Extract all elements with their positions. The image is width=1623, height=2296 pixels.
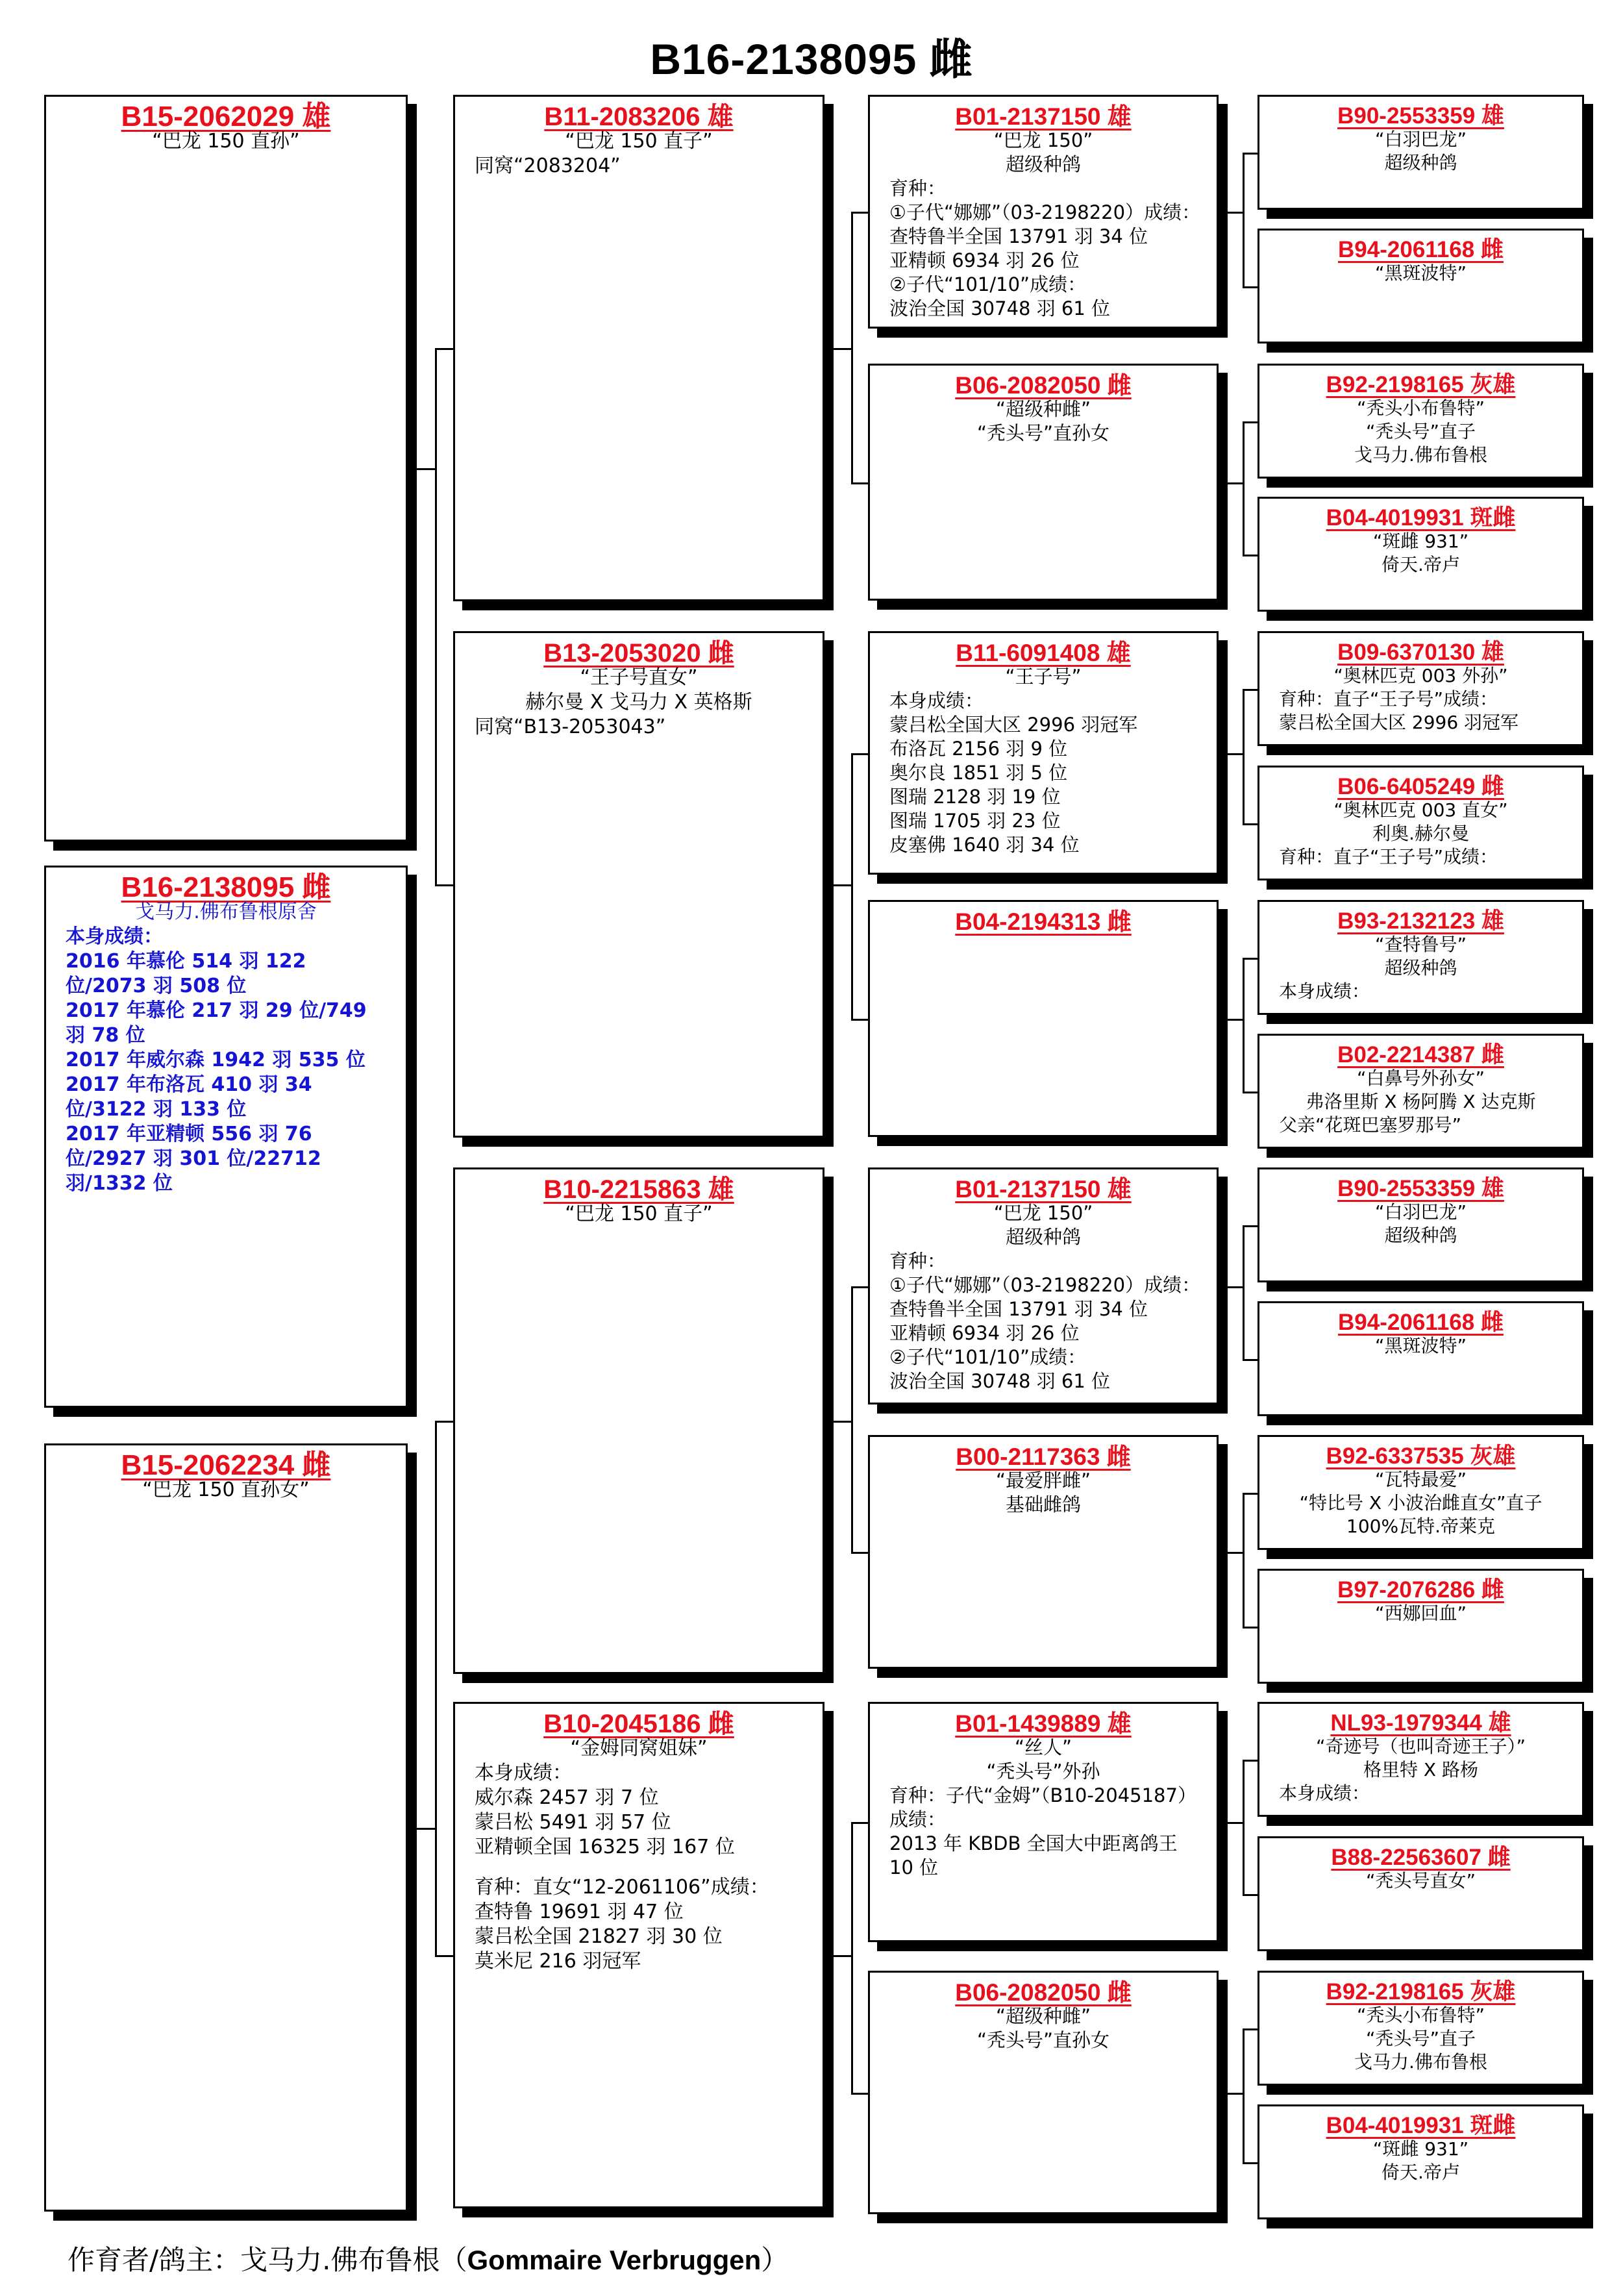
pedigree-connector xyxy=(834,1955,851,1957)
pigeon-detail: 育种：直子“王子号”成绩： xyxy=(1279,846,1498,867)
ring-number: B92-2198165 灰雄 xyxy=(1326,372,1516,397)
pigeon-note: 超级种鸽 xyxy=(1005,1226,1081,1248)
pedigree-connector xyxy=(1228,753,1243,755)
pigeon-detail: 本身成绩： xyxy=(475,1762,572,1784)
pigeon-note: “巴龙 150 直孙” xyxy=(152,130,300,153)
pigeon-detail: 同窝“2083204” xyxy=(475,155,621,177)
pedigree-connector xyxy=(851,482,868,484)
pigeon-note: 戈马力.佛布鲁根原舍 xyxy=(135,901,317,923)
ring-number: B97-2076286 雌 xyxy=(1337,1577,1504,1603)
pigeon-detail: 父亲“花斑巴塞罗那号” xyxy=(1279,1114,1462,1136)
ring-number: B06-2082050 雌 xyxy=(955,1979,1132,2006)
gen4-pigeon-card xyxy=(1258,1836,1584,1951)
gen3-pigeon-card xyxy=(868,900,1219,1137)
pedigree-connector xyxy=(435,348,453,350)
pigeon-note: “查特鲁号” xyxy=(1374,934,1467,955)
pedigree-connector xyxy=(417,1828,435,1830)
pedigree-connector xyxy=(1228,1019,1243,1021)
pigeon-note: “丝人” xyxy=(1014,1736,1072,1758)
footer-close: ） xyxy=(761,2244,789,2276)
pigeon-detail: 育种： xyxy=(889,1250,947,1272)
gen4-pigeon-card xyxy=(1258,364,1584,479)
gen3-pigeon-card xyxy=(868,1702,1219,1942)
pigeon-detail: 波治全国 30748 羽 61 位 xyxy=(889,297,1111,319)
ring-number: B15-2062029 雄 xyxy=(121,101,331,132)
gen2-pigeon-card xyxy=(453,1167,824,1674)
gen3-pigeon-card xyxy=(868,1167,1219,1404)
gen4-pigeon-card xyxy=(1258,2104,1584,2219)
pedigree-connector xyxy=(1228,212,1243,214)
pedigree-connector xyxy=(1243,1225,1245,1361)
pigeon-detail: 亚精顿 6934 羽 26 位 xyxy=(889,1322,1080,1344)
pigeon-note: “黑斑波特” xyxy=(1374,262,1467,284)
pigeon-detail: 育种： xyxy=(889,177,947,199)
pigeon-note: “西娜回血” xyxy=(1374,1603,1467,1624)
gen1-pigeon-card xyxy=(44,1443,408,2212)
pigeon-detail: ②子代“101/10”成绩： xyxy=(889,1346,1087,1368)
pedigree-connector xyxy=(1243,2028,1245,2164)
gen4-pigeon-card xyxy=(1258,900,1584,1015)
pigeon-detail: 2017 年威尔森 1942 羽 535 位 xyxy=(66,1049,365,1071)
pigeon-note: “奥林匹克 003 外孙” xyxy=(1333,665,1508,686)
ring-number: B92-6337535 灰雄 xyxy=(1326,1443,1516,1469)
pedigree-connector xyxy=(435,1955,453,1957)
pedigree-connector xyxy=(1243,958,1245,1093)
pedigree-connector xyxy=(1228,482,1243,484)
breeder-footer xyxy=(68,2239,788,2278)
pigeon-detail xyxy=(455,1860,823,1875)
ring-number: B93-2132123 雄 xyxy=(1337,908,1504,934)
pigeon-detail: 查特鲁半全国 13791 羽 34 位 xyxy=(889,1298,1148,1320)
gen4-pigeon-card xyxy=(1258,497,1584,612)
gen1-pigeon-card xyxy=(44,95,408,842)
pigeon-detail: 图瑞 1705 羽 23 位 xyxy=(889,810,1061,832)
pigeon-detail: 本身成绩： xyxy=(1279,980,1370,1002)
pigeon-note: “斑雌 931” xyxy=(1372,530,1469,552)
pedigree-connector xyxy=(1243,1894,1258,1896)
pigeon-detail: 威尔森 2457 羽 7 位 xyxy=(475,1786,659,1809)
pigeon-note: “白羽巴龙” xyxy=(1374,1201,1467,1223)
pedigree-connector xyxy=(1243,1359,1258,1361)
gen2-pigeon-card xyxy=(453,95,824,601)
pigeon-note: “巴龙 150 直孙女” xyxy=(142,1479,310,1501)
pedigree-connector xyxy=(851,2093,868,2095)
pedigree-connector xyxy=(851,1019,868,1021)
pigeon-note: “特比号 X 小波治雌直女”直子 xyxy=(1299,1492,1542,1514)
ring-number: B10-2045186 雌 xyxy=(543,1710,734,1738)
pigeon-detail: 育种：直女“12-2061106”成绩： xyxy=(475,1876,769,1899)
pigeon-note: “秃头号直女” xyxy=(1365,1870,1476,1891)
ring-number: B06-6405249 雌 xyxy=(1337,774,1504,799)
gen4-pigeon-card xyxy=(1258,1167,1584,1282)
ring-number: B94-2061168 雌 xyxy=(1338,1310,1504,1335)
pigeon-detail: 本身成绩： xyxy=(889,690,984,712)
pedigree-connector xyxy=(1243,1760,1258,1762)
pedigree-connector xyxy=(1243,689,1258,691)
pedigree-connector xyxy=(1228,1552,1243,1554)
pedigree-connector xyxy=(851,1822,853,2095)
pedigree-connector xyxy=(1243,555,1258,556)
pigeon-note: 超级种鸽 xyxy=(1384,957,1457,979)
pigeon-detail: 育种：直子“王子号”成绩： xyxy=(1279,688,1498,710)
pigeon-detail: ①子代“娜娜”（03-2198220）成绩： xyxy=(889,1274,1201,1296)
pedigree-connector xyxy=(1243,286,1258,288)
ring-number: NL93-1979344 雄 xyxy=(1330,1710,1511,1736)
pigeon-detail: 莫米尼 216 羽冠军 xyxy=(475,1950,641,1973)
ring-number: B01-1439889 雄 xyxy=(955,1710,1132,1737)
ring-number: B88-22563607 雌 xyxy=(1331,1845,1511,1870)
pigeon-detail: 本身成绩： xyxy=(66,925,163,948)
ring-number: B04-2194313 雌 xyxy=(955,908,1132,935)
pigeon-note: 倚天.帝卢 xyxy=(1381,2162,1460,2183)
pedigree-connector xyxy=(1243,153,1258,155)
pedigree-connector xyxy=(851,1552,868,1554)
pedigree-connector xyxy=(1243,2162,1258,2164)
pedigree-connector xyxy=(435,884,453,886)
gen4-pigeon-card xyxy=(1258,1301,1584,1416)
pigeon-note: 格里特 X 路杨 xyxy=(1363,1759,1478,1780)
pedigree-connector xyxy=(1243,2028,1258,2030)
pigeon-detail: 波治全国 30748 羽 61 位 xyxy=(889,1370,1111,1392)
pedigree-connector xyxy=(851,212,853,484)
pedigree-connector xyxy=(834,348,851,350)
pedigree-connector xyxy=(1243,689,1245,825)
pigeon-detail: 2013 年 KBDB 全国大中距离鸽王 xyxy=(889,1832,1178,1854)
pedigree-connector xyxy=(851,1822,868,1824)
pigeon-note: “秃头小布鲁特” xyxy=(1356,2004,1485,2026)
pedigree-connector xyxy=(1243,1493,1258,1495)
pedigree-connector xyxy=(851,1286,868,1288)
pigeon-note: 基础雌鸽 xyxy=(1005,1493,1081,1516)
gen4-pigeon-card xyxy=(1258,1034,1584,1149)
footer-breeder-name: Gommaire Verbruggen xyxy=(467,2245,762,2275)
pigeon-note: “巴龙 150 直子” xyxy=(565,130,713,153)
pigeon-detail: 10 位 xyxy=(889,1856,939,1878)
pedigree-connector xyxy=(851,753,853,1021)
pigeon-note: “秃头号”直孙女 xyxy=(976,422,1110,444)
pigeon-note: “黑斑波特” xyxy=(1374,1335,1467,1356)
pigeon-note: “斑雌 931” xyxy=(1372,2138,1469,2160)
pigeon-note: “秃头号”外孙 xyxy=(986,1760,1100,1782)
gen4-pigeon-card xyxy=(1258,631,1584,746)
pedigree-connector xyxy=(834,1421,851,1423)
ring-number: B94-2061168 雌 xyxy=(1338,237,1504,262)
ring-number: B09-6370130 雄 xyxy=(1337,640,1504,665)
pigeon-note: “超级种雌” xyxy=(995,2005,1091,2027)
pigeon-detail: 2017 年慕伦 217 羽 29 位/749 羽 78 位 xyxy=(66,999,367,1047)
pedigree-connector xyxy=(1243,823,1258,825)
pedigree-connector xyxy=(1243,421,1258,423)
pigeon-detail: 2016 年慕伦 514 羽 122 位/2073 羽 508 位 xyxy=(66,950,306,997)
gen4-pigeon-card xyxy=(1258,95,1584,210)
ring-number: B10-2215863 雄 xyxy=(543,1175,734,1204)
pigeon-note: “白羽巴龙” xyxy=(1374,129,1467,150)
pigeon-note: “巴龙 150” xyxy=(993,1202,1093,1224)
pigeon-detail: 奥尔良 1851 羽 5 位 xyxy=(889,762,1068,784)
pigeon-note: “奥林匹克 003 直女” xyxy=(1333,799,1508,821)
pigeon-detail: 育种：子代“金姆”（B10-2045187） xyxy=(889,1784,1196,1806)
pedigree-connector xyxy=(1228,1822,1243,1824)
ring-number: B92-2198165 灰雄 xyxy=(1326,1979,1516,2004)
pedigree-connector xyxy=(851,212,868,214)
pedigree-connector xyxy=(1243,421,1245,556)
pigeon-detail: 蒙吕松全国 21827 羽 30 位 xyxy=(475,1925,723,1948)
pedigree-connector xyxy=(1243,1493,1245,1628)
pedigree-connector xyxy=(435,1421,453,1423)
pigeon-detail: 皮塞佛 1640 羽 34 位 xyxy=(889,834,1080,856)
pigeon-detail: 查特鲁 19691 羽 47 位 xyxy=(475,1901,684,1923)
pigeon-detail: 2017 年布洛瓦 410 羽 34 位/3122 羽 133 位 xyxy=(66,1073,312,1121)
pedigree-connector xyxy=(435,1421,437,1957)
pedigree-connector xyxy=(834,884,851,886)
gen4-pigeon-card xyxy=(1258,1971,1584,2086)
pigeon-detail: 2017 年亚精顿 556 羽 76 位/2927 羽 301 位/22712 羽/1332 位 xyxy=(66,1123,321,1195)
pigeon-detail: 亚精顿 6934 羽 26 位 xyxy=(889,249,1080,271)
pedigree-connector xyxy=(1243,958,1258,960)
pigeon-note: 弗洛里斯 X 杨阿腾 X 达克斯 xyxy=(1306,1091,1536,1112)
gen3-pigeon-card xyxy=(868,1971,1219,2214)
gen2-pigeon-card xyxy=(453,631,824,1138)
ring-number: B90-2553359 雄 xyxy=(1337,103,1504,129)
pigeon-note: “超级种雌” xyxy=(995,398,1091,420)
ring-number: B90-2553359 雄 xyxy=(1337,1176,1504,1201)
pigeon-detail: 蒙吕松全国大区 2996 羽冠军 xyxy=(1279,712,1519,733)
pedigree-connector xyxy=(417,468,435,470)
gen3-pigeon-card xyxy=(868,1435,1219,1669)
pedigree-connector xyxy=(1243,1092,1258,1093)
pigeon-note: “奇迹号（也叫奇迹王子）” xyxy=(1315,1736,1526,1757)
pedigree-connector xyxy=(851,753,868,755)
ring-number: B16-2138095 雌 xyxy=(121,871,331,903)
pigeon-detail: 布洛瓦 2156 羽 9 位 xyxy=(889,738,1068,760)
pigeon-note: 倚天.帝卢 xyxy=(1381,554,1460,575)
gen4-pigeon-card xyxy=(1258,1569,1584,1684)
page-title: B16-2138095 雌 xyxy=(650,35,973,83)
pigeon-note: 超级种鸽 xyxy=(1005,153,1081,175)
pigeon-note: 超级种鸽 xyxy=(1384,152,1457,173)
pigeon-note: “秃头号”直子 xyxy=(1365,421,1476,442)
pigeon-note: “最爱胖雌” xyxy=(995,1469,1091,1491)
pigeon-note: 超级种鸽 xyxy=(1384,1225,1457,1246)
pigeon-note: 赫尔曼 X 戈马力 X 英格斯 xyxy=(525,691,752,714)
pigeon-note: “秃头小布鲁特” xyxy=(1356,397,1485,419)
pigeon-note: 戈马力.佛布鲁根 xyxy=(1354,444,1487,466)
pigeon-detail: 亚精顿全国 16325 羽 167 位 xyxy=(475,1836,735,1858)
pedigree-connector xyxy=(851,1286,853,1554)
gen3-pigeon-card xyxy=(868,95,1219,329)
pigeon-note: 利奥.赫尔曼 xyxy=(1372,823,1469,844)
gen3-pigeon-card xyxy=(868,631,1219,875)
ring-number: B02-2214387 雌 xyxy=(1337,1042,1504,1067)
gen4-pigeon-card xyxy=(1258,1702,1584,1817)
pigeon-note: “秃头号”直子 xyxy=(1365,2028,1476,2049)
pedigree-connector xyxy=(1243,1225,1258,1227)
pedigree-connector xyxy=(435,348,437,886)
pigeon-detail: 蒙吕松 5491 羽 57 位 xyxy=(475,1811,671,1834)
pigeon-note: “金姆同窝姐妹” xyxy=(570,1737,708,1760)
pigeon-note: “瓦特最爱” xyxy=(1374,1469,1467,1490)
ring-number: B06-2082050 雌 xyxy=(955,372,1132,399)
footer-label: 作育者/鸽主：戈马力.佛布鲁根（ xyxy=(68,2244,467,2276)
ring-number: B04-4019931 斑雌 xyxy=(1326,505,1516,530)
pigeon-note: “巴龙 150 直子” xyxy=(565,1203,713,1225)
pigeon-detail: ②子代“101/10”成绩： xyxy=(889,273,1087,295)
pedigree-connector xyxy=(1228,2093,1243,2095)
pigeon-note: “王子号直女” xyxy=(580,666,698,689)
pigeon-detail: 查特鲁半全国 13791 羽 34 位 xyxy=(889,225,1148,247)
gen4-pigeon-card xyxy=(1258,1435,1584,1550)
ring-number: B11-2083206 雄 xyxy=(544,103,734,131)
pigeon-detail: ①子代“娜娜”（03-2198220）成绩： xyxy=(889,201,1201,223)
pigeon-note: “白鼻号外孙女” xyxy=(1356,1067,1485,1089)
pigeon-note: 100%瓦特.帝莱克 xyxy=(1346,1516,1495,1537)
ring-number: B01-2137150 雄 xyxy=(955,1176,1132,1203)
pigeon-note: “巴龙 150” xyxy=(993,129,1093,151)
pigeon-note: “秃头号”直孙女 xyxy=(976,2029,1110,2051)
pedigree-connector xyxy=(1243,1760,1245,1896)
pedigree-connector xyxy=(1228,1286,1243,1288)
pigeon-note: “王子号” xyxy=(1005,666,1082,688)
pigeon-detail: 同窝“B13-2053043” xyxy=(475,716,666,738)
gen3-pigeon-card xyxy=(868,364,1219,601)
pedigree-connector xyxy=(1243,1627,1258,1628)
gen4-pigeon-card xyxy=(1258,766,1584,880)
pigeon-note: 戈马力.佛布鲁根 xyxy=(1354,2051,1487,2073)
pigeon-detail: 蒙吕松全国大区 2996 羽冠军 xyxy=(889,714,1138,736)
gen2-pigeon-card xyxy=(453,1702,824,2208)
ring-number: B13-2053020 雌 xyxy=(543,639,734,668)
gen4-pigeon-card xyxy=(1258,229,1584,343)
ring-number: B15-2062234 雌 xyxy=(121,1449,331,1481)
ring-number: B04-4019931 斑雌 xyxy=(1326,2113,1516,2138)
gen1-pigeon-card xyxy=(44,866,408,1408)
pigeon-detail: 图瑞 2128 羽 19 位 xyxy=(889,786,1061,808)
pigeon-detail: 本身成绩： xyxy=(1279,1782,1370,1804)
ring-number: B01-2137150 雄 xyxy=(955,103,1132,130)
pedigree-connector xyxy=(1243,153,1245,288)
ring-number: B00-2117363 雌 xyxy=(956,1443,1131,1470)
ring-number: B11-6091408 雄 xyxy=(956,640,1131,666)
pigeon-detail: 成绩： xyxy=(889,1808,947,1830)
